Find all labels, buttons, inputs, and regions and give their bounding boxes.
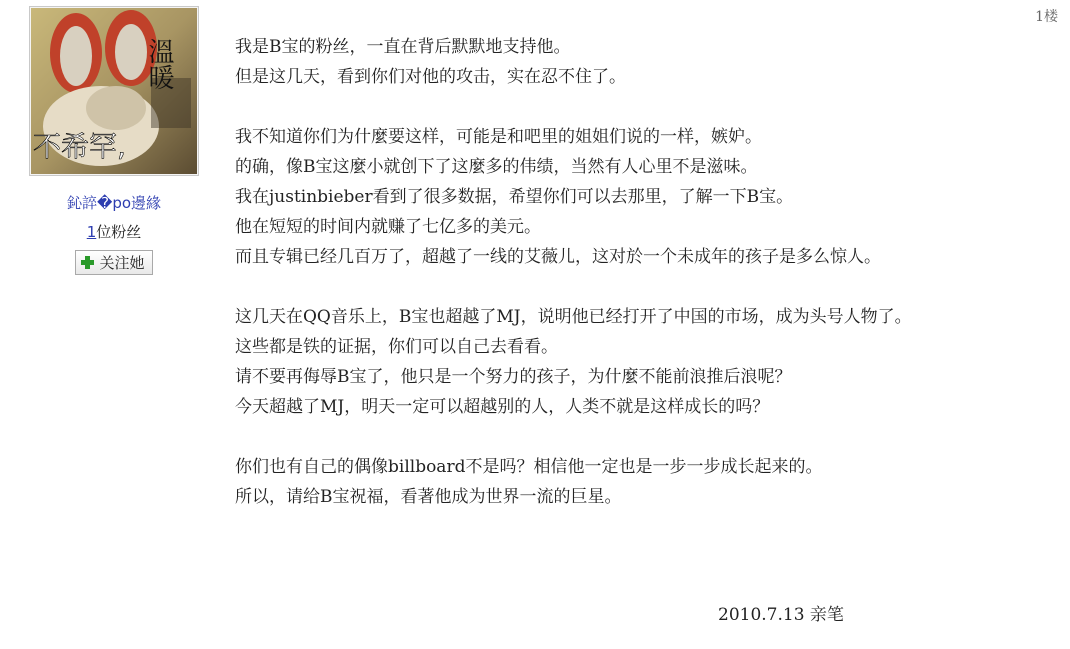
avatar-image	[31, 8, 197, 174]
post-line: 但是这几天，看到你们对他的攻击，实在忍不住了。	[235, 67, 626, 87]
post-line: 他在短短的时间内就赚了七亿多的美元。	[235, 217, 541, 237]
avatar-bottom-text: 不希罕,	[33, 130, 126, 163]
username-link[interactable]: 鈊誶�po邊緣	[66, 194, 162, 212]
post-line: 我在justinbieber看到了很多数据，希望你们可以去那里，了解一下B宝。	[235, 187, 794, 207]
post-line: 的确，像B宝这麼小就创下了这麼多的伟绩，当然有人心里不是滋味。	[235, 157, 758, 177]
post-line: 你们也有自己的偶像billboard不是吗？相信他一定也是一步一步成长起来的。	[235, 457, 823, 477]
post-line: 我不知道你们为什麼要这样，可能是和吧里的姐姐们说的一样，嫉妒。	[235, 127, 762, 147]
fans-label: 位粉丝	[96, 223, 142, 241]
post-line: 今天超越了MJ，明天一定可以超越别的人，人类不就是这样成长的吗？	[235, 397, 770, 417]
plus-icon	[80, 255, 95, 270]
post-line: 请不要再侮辱B宝了，他只是一个努力的孩子，为什麼不能前浪推后浪呢？	[235, 367, 792, 387]
post-line: 而且专辑已经几百万了，超越了一线的艾薇儿，这对於一个未成年的孩子是多么惊人。	[235, 247, 881, 267]
avatar[interactable]	[29, 6, 199, 176]
avatar-top-text: 溫暖	[144, 38, 174, 90]
floor-number: 1楼	[1035, 9, 1058, 25]
follow-label: 关注她	[99, 254, 145, 272]
fans-count[interactable]: 1	[86, 223, 97, 241]
post-line: 这些都是铁的证据，你们可以自己去看看。	[235, 337, 558, 357]
signature: 2010.7.13 亲笔	[718, 605, 844, 625]
user-panel	[28, 6, 200, 275]
post-line: 所以，请给B宝祝福，看著他成为世界一流的巨星。	[235, 487, 622, 507]
follow-button[interactable]	[75, 250, 152, 275]
post-content	[235, 32, 1055, 512]
post-line: 我是B宝的粉丝，一直在背后默默地支持他。	[235, 37, 571, 57]
post-line: 这几天在QQ音乐上，B宝也超越了MJ，说明他已经打开了中国的市场，成为头号人物了。	[235, 307, 912, 327]
fans-info	[28, 221, 200, 242]
